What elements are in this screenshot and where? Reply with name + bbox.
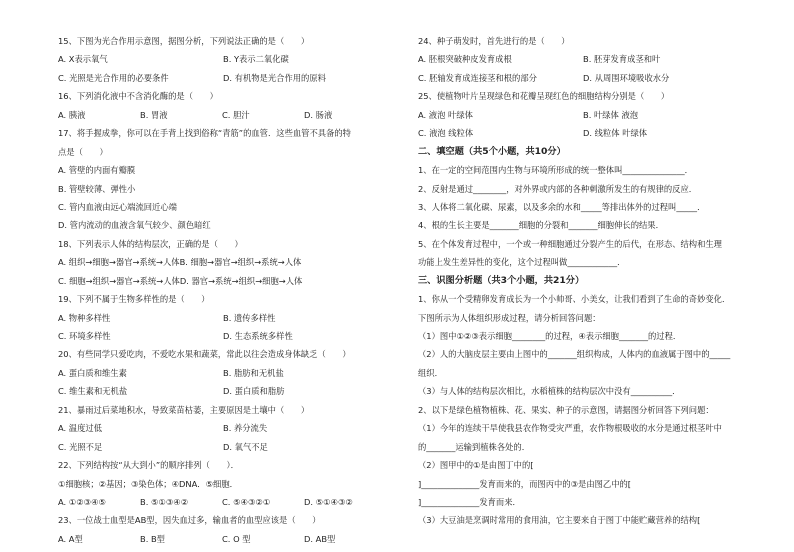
option-row <box>418 54 748 72</box>
question-line: 的_______运输到植株各处的． <box>418 441 531 452</box>
option: B. 遗传多样性 <box>223 312 276 323</box>
option: D. 有机物是光合作用的原料 <box>223 72 326 83</box>
option-row <box>58 73 388 91</box>
question-line: A. 管壁的内面有瓣膜 <box>58 165 136 176</box>
question-line: 16、下列消化液中不含消化酶的是（ ） <box>58 91 218 102</box>
option: C. 光照不足 <box>58 441 103 452</box>
question-line: 19、下列不属于生物多样性的是（ ） <box>58 294 210 305</box>
option: B. 脂肪和无机盐 <box>223 367 284 378</box>
question-line: 15、下图为光合作用示意图，据图分析，下列说法正确的是（ ） <box>58 36 310 46</box>
question-line: 20、有些同学只爱吃肉，不爱吃水果和蔬菜，常此以往会造成身体缺乏（ ） <box>58 349 351 360</box>
option-row <box>58 331 388 349</box>
question-line: 功能上发生差异性的变化，这个过程叫做____________． <box>418 257 626 268</box>
option: D. 线粒体 叶绿体 <box>583 128 648 139</box>
question-line: （1）今年的连续干旱使我县农作物受灾严重，农作物根吸收的水分是通过根茎叶中 <box>418 423 722 434</box>
option: A. A型 <box>58 533 83 544</box>
question-line: （1）图中①②③表示细胞________的过程，④表示细胞_______的过程． <box>418 331 682 341</box>
question-line: ]______________发育而来的，而图丙中的③是由图乙中的[ <box>418 478 632 489</box>
section-heading: 三、识图分析题（共3个小题，共21分） <box>418 274 585 286</box>
option: A. 温度过低 <box>58 423 102 434</box>
question-line: 24、种子萌发时，首先进行的是（ ） <box>418 36 570 46</box>
option: B. ⑤①③④② <box>140 496 189 507</box>
option: C. 液泡 线粒体 <box>418 128 474 139</box>
right-column <box>418 36 748 534</box>
option: D. 蛋白质和脂肪 <box>223 386 285 397</box>
option: D. 肠液 <box>304 109 333 120</box>
left-column <box>58 36 388 552</box>
question-line: A. 组织→细胞→器官→系统→人体B. 细胞→器官→组织→系统→人体 <box>58 257 302 268</box>
question-line: 2、以下是绿色植物植株、花、果实、种子的示意图，请据图分析回答下列问题： <box>418 404 714 415</box>
question-line: 25、使植物叶片呈现绿色和花瓣呈现红色的细胞结构分别是（ ） <box>418 91 670 102</box>
option: C. O 型 <box>222 533 251 544</box>
question-line: ]______________发育而来． <box>418 496 521 507</box>
option-row <box>58 54 388 72</box>
option-row <box>58 368 388 386</box>
option: D. AB型 <box>304 533 336 544</box>
option: B. B型 <box>140 533 165 544</box>
option: A. ①②③④⑤ <box>58 496 106 507</box>
question-line: 2、反射是通过________，对外界或内部的各种刺激所发生的有规律的反应． <box>418 183 698 194</box>
option-row <box>58 423 388 441</box>
option: B. 养分流失 <box>223 423 268 434</box>
option-row <box>418 73 748 91</box>
question-line: （2）图甲中的①是由图丁中的[ <box>418 460 534 471</box>
option-row <box>58 313 388 331</box>
question-line: 21、暴雨过后菜地积水，导致菜苗枯萎，主要原因是土壤中（ ） <box>58 404 310 415</box>
question-line: 组织． <box>418 367 443 378</box>
section-heading: 二、填空题（共5个小题，共10分） <box>418 145 566 157</box>
question-line: 22、下列结构按“从大到小”的顺序排列（ ）． <box>58 460 239 471</box>
option-row <box>58 110 388 128</box>
option: B. Y表示二氧化碳 <box>223 54 289 65</box>
option: B. 叶绿体 液泡 <box>583 109 639 120</box>
option: A. 蛋白质和维生素 <box>58 367 127 378</box>
option: D. 生态系统多样性 <box>223 331 293 341</box>
question-line: B. 管壁较薄、弹性小 <box>58 183 136 194</box>
option-row <box>418 128 748 146</box>
option: A. 胚根突破种皮发育成根 <box>418 54 512 65</box>
option: B. 胃液 <box>140 109 168 120</box>
question-line: （3）与人体的结构层次相比，水稻植株的结构层次中没有__________． <box>418 386 681 397</box>
option: C. 胚轴发育成连接茎和根的部分 <box>418 72 537 83</box>
option: D. ⑤①④③② <box>304 496 353 507</box>
option: C. 胆汁 <box>222 109 250 120</box>
question-line: （3）大豆油是烹调时常用的食用油，它主要来自于图丁中能贮藏营养的结构[ <box>418 515 701 526</box>
option: C. 光照是光合作用的必要条件 <box>58 72 169 83</box>
option: C. ⑤④③②① <box>222 496 271 507</box>
question-line: 4、根的生长主要是_______细胞的分裂和_______细胞伸长的结果． <box>418 220 664 231</box>
question-line: 23、一位战士血型是AB型，因失血过多，输血者的血型应该是（ ） <box>58 515 321 526</box>
option: B. 胚芽发育成茎和叶 <box>583 54 661 65</box>
question-line: 1、在一定的空间范围内生物与环境所形成的统一整体叫_______________． <box>418 165 693 176</box>
option-row <box>58 442 388 460</box>
question-line: D. 管内流动的血液含氧气较少、颜色暗红 <box>58 220 211 231</box>
question-line: 下图所示为人体组织形成过程，请分析回答问题： <box>418 312 601 323</box>
option-row <box>418 110 748 128</box>
option-row <box>58 534 388 552</box>
option-row <box>58 497 388 515</box>
question-line: 17、将手握成拳，你可以在手背上找到俗称“青筋”的血管．这些血管不具备的特 <box>58 128 351 139</box>
option: C. 环境多样性 <box>58 331 111 341</box>
option: A. 液泡 叶绿体 <box>418 109 473 120</box>
question-line: ①细胞核；②基因；③染色体；④DNA．⑤细胞． <box>58 478 238 489</box>
option: A. 胰液 <box>58 109 86 120</box>
option: D. 氧气不足 <box>223 441 268 452</box>
question-line: 18、下列表示人体的结构层次，正确的是（ ） <box>58 238 243 249</box>
option: A. 物种多样性 <box>58 312 111 323</box>
question-line: C. 细胞→组织→器官→系统→人体D. 器官→系统→组织→细胞→人体 <box>58 275 303 286</box>
question-line: 点是（ ） <box>58 146 108 157</box>
question-line: （2）人的大脑皮层主要由上图中的_______组织构成，人体内的血液属于图中的_____ <box>418 349 731 360</box>
option: A. X表示氧气 <box>58 54 108 65</box>
question-line: 3、人体将二氧化碳、尿素，以及多余的水和_____等排出体外的过程叫_____． <box>418 201 706 212</box>
question-line: 5、在个体发育过程中，一个或一种细胞通过分裂产生的后代，在形态、结构和生理 <box>418 238 722 249</box>
question-line: 1、你从一个受精卵发育成长为一个小帅哥、小美女，让我们看到了生命的奇妙变化． <box>418 294 731 305</box>
option-row <box>58 386 388 404</box>
option: C. 维生素和无机盐 <box>58 386 128 397</box>
question-line: C. 管内血液由远心端流回近心端 <box>58 201 177 212</box>
option: D. 从周围环境吸收水分 <box>583 72 670 83</box>
